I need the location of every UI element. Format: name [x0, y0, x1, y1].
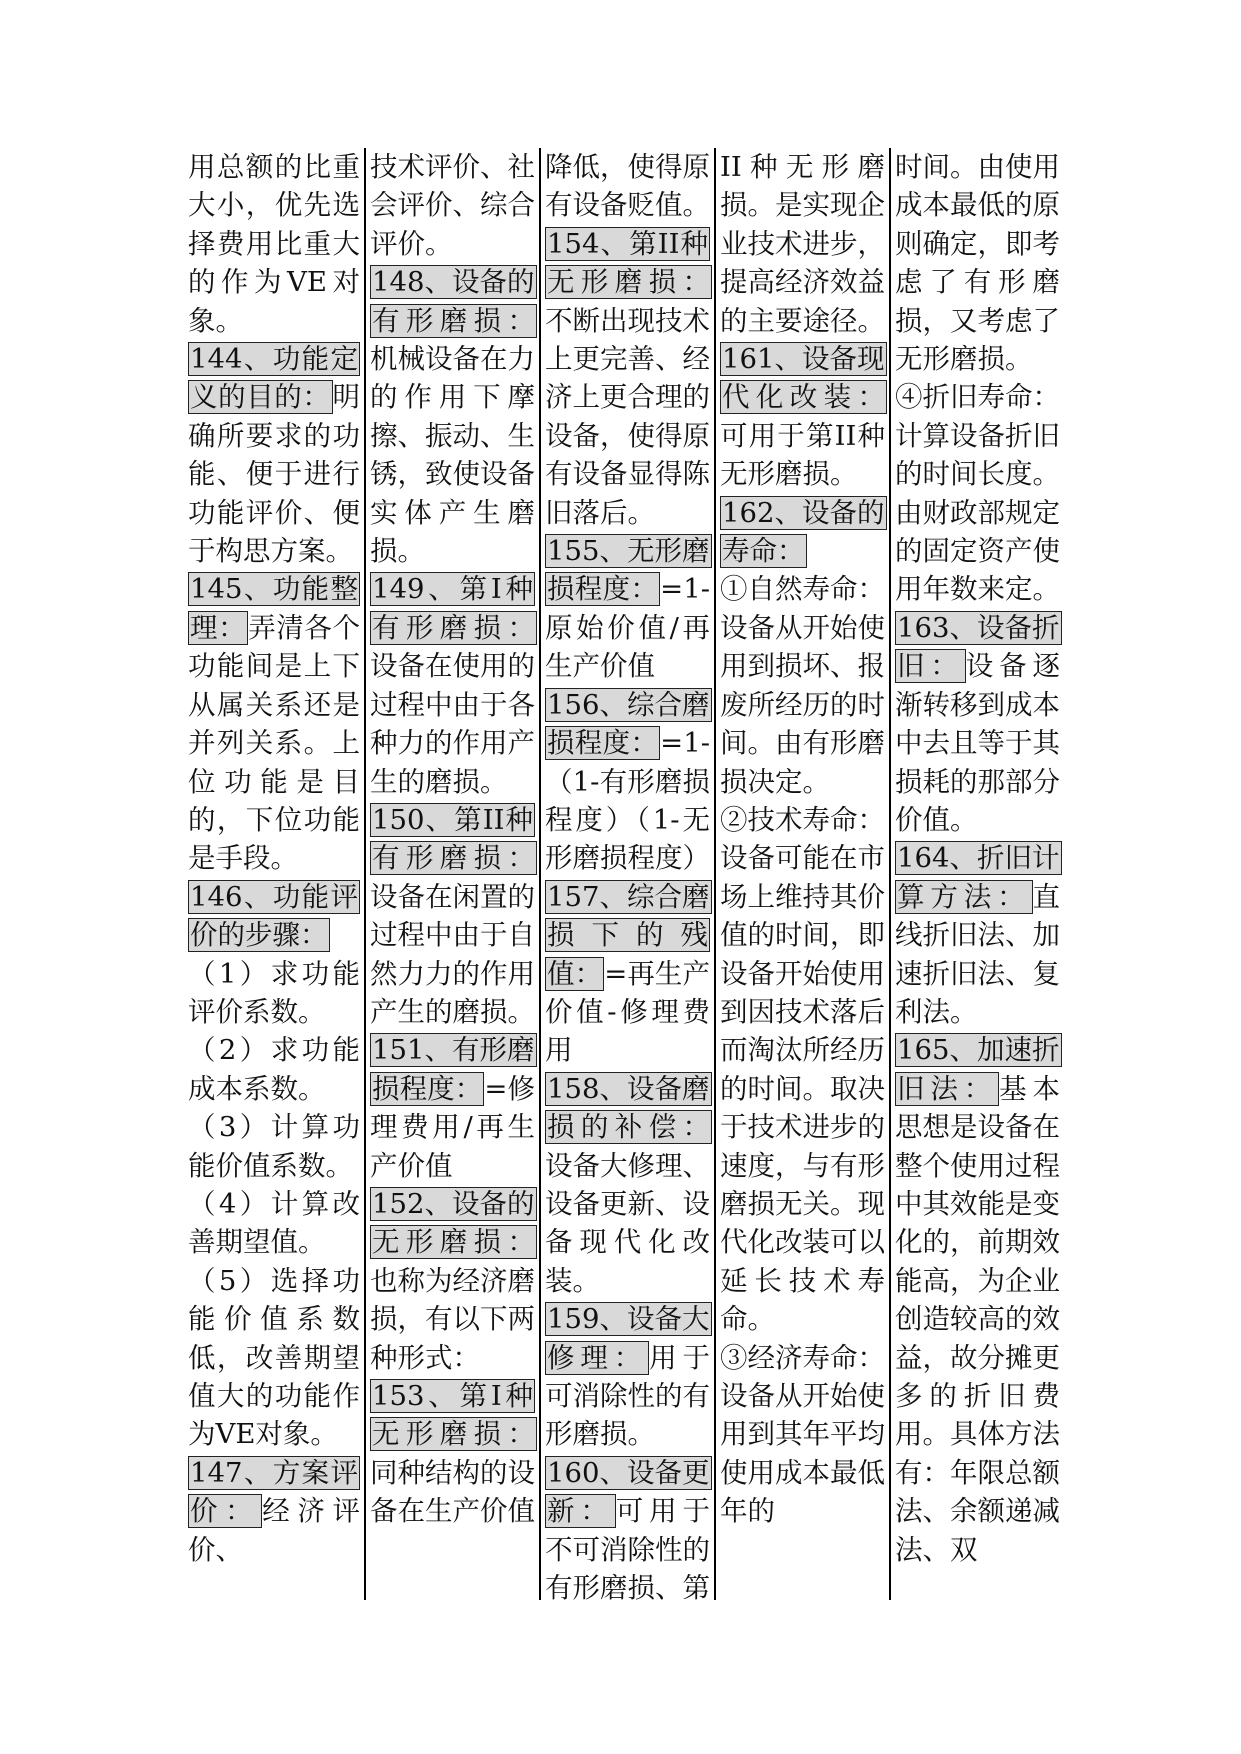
entry-term: 157、综合磨损下的残值： [547, 880, 710, 990]
entry-text: 经济评价、 [188, 1495, 360, 1566]
entry [545, 532, 710, 686]
entry [545, 225, 710, 532]
entry-term: 155、无形磨损程度： [547, 535, 710, 606]
entry-term: 146、功能评价的步骤： [190, 880, 358, 952]
entry [545, 1070, 710, 1300]
entry [188, 1262, 360, 1454]
entry-term: 148、设备的有形磨损： [372, 266, 535, 337]
entry-term: 163、设备折旧： [897, 611, 1060, 683]
entry-text: 降低，使得原有设备贬值。 [545, 151, 710, 222]
text-column-4 [714, 148, 889, 1600]
entry-term: 150、第II种有形磨损： [372, 803, 535, 875]
text-column-3 [539, 148, 714, 1600]
entry [895, 148, 1060, 378]
entry [370, 801, 535, 1031]
entry-text: 弄清各个功能间是上下从属关系还是并列关系。上位功能是目的，下位功能是手段。 [188, 611, 361, 875]
entry-term: 156、综合磨损程度： [547, 688, 710, 760]
entry [545, 1300, 710, 1454]
entry [188, 570, 360, 877]
entry-term: 165、加速折旧法： [897, 1034, 1060, 1105]
entry-text: ③经济寿命：设备从开始使用到其年平均使用成本最低年的 [720, 1341, 885, 1528]
entry [895, 839, 1060, 1031]
entry-term: 149、第I种有形磨损： [372, 573, 535, 644]
entry [545, 878, 710, 1070]
entry [895, 378, 1060, 608]
entry [545, 686, 710, 878]
text-column-5 [889, 148, 1064, 1600]
entry-term: 152、设备的无形磨损： [372, 1187, 535, 1259]
entry-term: 164、折旧计算方法： [897, 842, 1060, 913]
entry-text: 可用于第II种无形磨损。 [720, 419, 885, 491]
entry-text: 设备逐渐转移到成本中去且等于其损耗的那部分价值。 [895, 650, 1060, 836]
entry-term: 160、设备更新： [547, 1456, 710, 1528]
entry-text: 可用于不可消除性的有形磨损、第 [545, 1495, 710, 1600]
entry-term: 161、设备现代化改装： [722, 343, 885, 414]
entry-text: 设备大修理、设备更新、设备现代化改装。 [545, 1149, 710, 1297]
entry-term: 154、第II种无形磨损： [547, 227, 710, 299]
entry [545, 148, 710, 225]
entry-text: 时间。由使用成本最低的原则确定，即考虑了有形磨损，又考虑了无形磨损。 [895, 151, 1060, 376]
entry-text: ②技术寿命：设备可能在市场上维持其价值的时间，即设备开始使用到因技术落后而淘汰所经历的时间。取决于技术进步的速度，与有形磨损无关。现代化改装可以延长技术寿命。 [720, 803, 885, 1336]
entry-text: （3）计算功能价值系数。 [188, 1111, 360, 1182]
entry-text: =1-（1-有形磨损程度）（1-无形磨损程度） [545, 727, 710, 875]
entry [720, 148, 885, 340]
entry [720, 570, 885, 800]
entry-text: =再生产价值-修理费用 [545, 957, 711, 1067]
entry-text: 设备在使用的过程中由于各种力的作用产生的磨损。 [370, 650, 535, 798]
entry [370, 148, 535, 263]
entry-text: ①自然寿命：设备从开始使用到损坏、报废所经历的时间。由有形磨损决定。 [720, 573, 885, 798]
entry [720, 1339, 885, 1531]
entry [370, 1377, 535, 1531]
entry-text: =修理费用/再生产价值 [370, 1072, 536, 1182]
entry-term: 159、设备大修理： [547, 1303, 710, 1374]
entry-text: （1）求功能评价系数。 [188, 957, 360, 1028]
entry-term: 158、设备磨损的补偿： [547, 1072, 710, 1144]
entry [895, 1031, 1060, 1569]
entry-text: 技术评价、社会评价、综合评价。 [370, 151, 535, 260]
document-page [188, 148, 1064, 1600]
entry [720, 340, 885, 494]
entry-text: 同种结构的设备在生产价值 [370, 1456, 535, 1528]
entry [720, 494, 885, 571]
entry-text: 用总额的比重大小，优先选择费用比重大的作为VE对象。 [188, 151, 360, 337]
entry [370, 263, 535, 570]
entry [720, 801, 885, 1339]
entry-term: 147、方案评价： [190, 1456, 358, 1528]
entry [188, 1185, 360, 1262]
entry-term: 151、有形磨损程度： [372, 1034, 535, 1105]
entry [188, 1454, 360, 1569]
entry-text: 直线折旧法、加速折旧法、复利法。 [895, 880, 1060, 1028]
entry-term: 153、第I种无形磨损： [372, 1380, 535, 1451]
entry-text: ④折旧寿命：计算设备折旧的时间长度。由财政部规定的固定资产使用年数来定。 [895, 381, 1060, 606]
entry-text: 明确所要求的功能、便于进行功能评价、便于构思方案。 [188, 381, 360, 568]
entry-text: II种无形磨损。是实现企业技术进步，提高经济效益的主要途径。 [720, 151, 885, 337]
entry [370, 1031, 535, 1185]
entry [188, 955, 360, 1032]
entry [188, 878, 360, 955]
entry [188, 1108, 360, 1185]
entry-text: =1-原始价值/再生产价值 [545, 573, 710, 683]
entry-term: 144、功能定义的目的： [190, 343, 358, 414]
entry-text: 不断出现技术上更完善、经济上更合理的设备，使得原有设备显得陈旧落后。 [545, 304, 710, 529]
entry-text: 也称为经济磨损，有以下两种形式： [370, 1264, 535, 1374]
entry-text: （5）选择功能价值系数低，改善期望值大的功能作为VE对象。 [188, 1264, 360, 1451]
text-column-2 [364, 148, 539, 1600]
entry [188, 340, 360, 570]
entry [370, 570, 535, 800]
entry [188, 1031, 360, 1108]
text-column-1 [188, 148, 364, 1600]
entry [895, 609, 1060, 839]
entry [188, 148, 360, 340]
entry-text: 用于可消除性的有形磨损。 [545, 1341, 710, 1451]
entry [370, 1185, 535, 1377]
entry [545, 1454, 710, 1600]
entry-text: 机械设备在力的作用下摩擦、振动、生锈，致使设备实体产生磨损。 [370, 343, 535, 568]
entry-term: 162、设备的寿命： [722, 496, 885, 568]
entry-text: （4）计算改善期望值。 [188, 1187, 360, 1259]
entry-text: 设备在闲置的过程中由于自然力力的作用产生的磨损。 [370, 880, 535, 1028]
entry-text: 基本思想是设备在整个使用过程中其效能是变化的，前期效能高，为企业创造较高的效益，故分摊更多的折旧费用。具体方法有：年限总额法、余额递减法、双 [895, 1072, 1060, 1566]
entry-term: 145、功能整理： [190, 573, 358, 644]
entry-text: （2）求功能成本系数。 [188, 1034, 360, 1105]
